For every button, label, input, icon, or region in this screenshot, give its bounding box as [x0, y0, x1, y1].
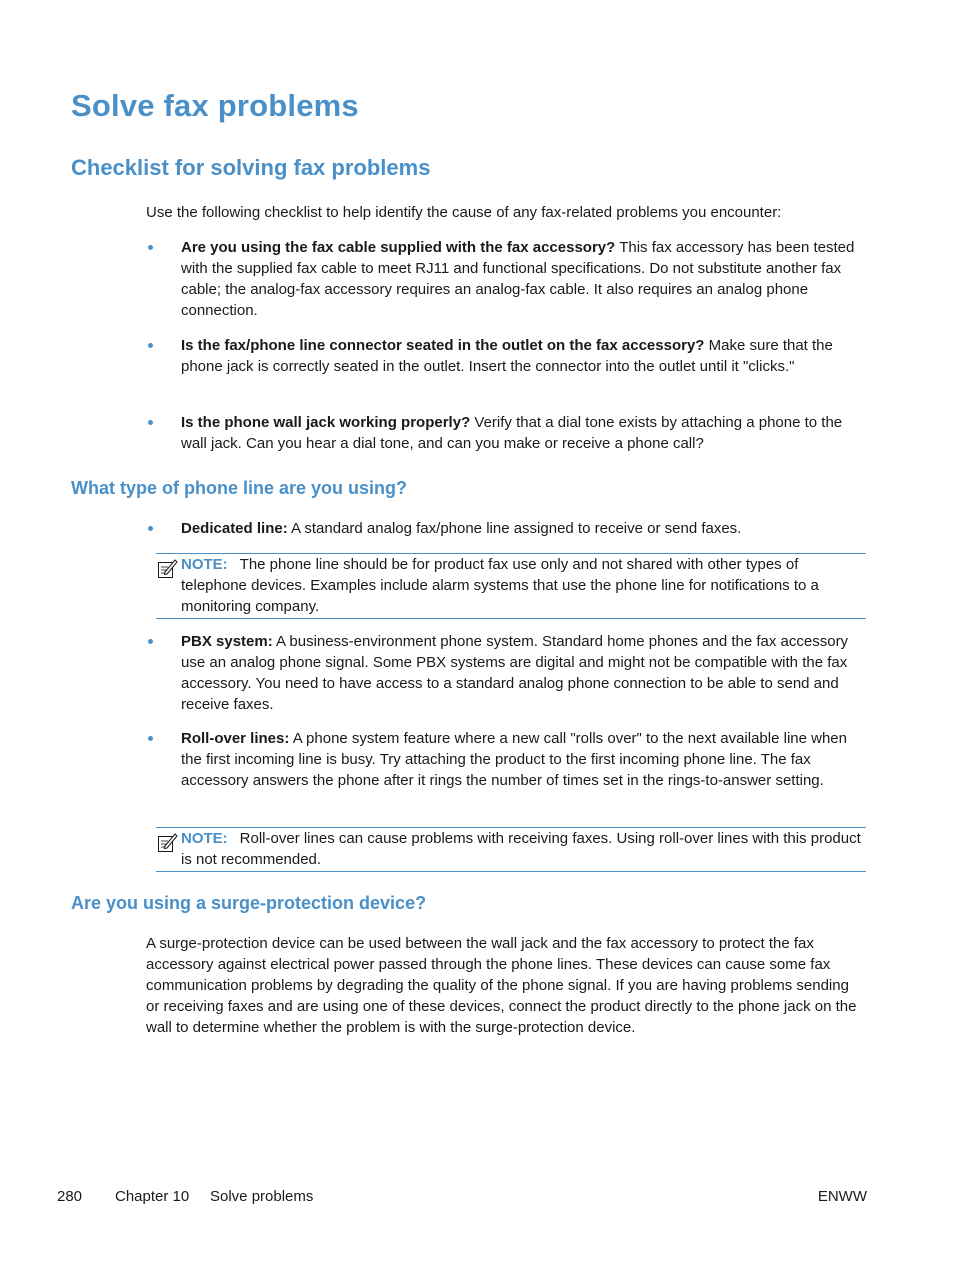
bullet-dot-icon: [148, 526, 153, 531]
list-item: [146, 631, 870, 715]
footer-chapter-title: Solve problems: [210, 1188, 314, 1205]
list-item-lead: Are you using the fax cable supplied with the fax accessory?: [181, 239, 616, 256]
bullet-dot-icon: [148, 420, 153, 425]
page-title: Solve fax problems: [71, 88, 359, 123]
note-label: NOTE:: [181, 556, 228, 573]
bullet-dot-icon: [148, 343, 153, 348]
note-label: NOTE:: [181, 830, 228, 847]
list-item: [146, 412, 870, 454]
intro-paragraph: Use the following checklist to help identify the cause of any fax-related problems you encounter:: [146, 204, 782, 221]
list-item-body: A standard analog fax/phone line assigned to receive or send faxes.: [287, 520, 742, 537]
list-item-body: A business-environment phone system. Standard home phones and the fax accessory use an analog phone signal. Some PBX systems are digital and might not be compatible with the fax accessory. You need to have access to a standard analog phone connection to be able to send and receive faxes.: [181, 633, 849, 713]
list-item: [146, 728, 870, 791]
footer-chapter: Chapter 10: [115, 1188, 190, 1205]
surge-heading: Are you using a surge-protection device?: [71, 893, 427, 913]
bullet-dot-icon: [148, 639, 153, 644]
list-item-lead: Dedicated line:: [181, 520, 288, 537]
list-item-lead: Is the fax/phone line connector seated in the outlet on the fax accessory?: [181, 337, 705, 354]
list-item-body: This fax accessory has been tested with the supplied fax cable to meet RJ11 and functional specifications. Do not substitute another fax cable; the analog-fax accessory requires an analog-fax cable. It also requires an analog phone connection.: [181, 239, 855, 319]
list-item-lead: Roll-over lines:: [181, 730, 290, 747]
list-item-lead: Is the phone wall jack working properly?: [181, 414, 471, 431]
phone-line-heading: What type of phone line are you using?: [71, 478, 408, 498]
note-box: [156, 827, 866, 872]
note-text: The phone line should be for product fax use only and not shared with other types of telephone devices. Examples include alarm systems that use the phone line for notifications to a monitoring company.: [181, 556, 819, 615]
page-number: 280: [57, 1188, 83, 1205]
note-box: [156, 553, 866, 619]
list-item: [146, 518, 870, 539]
list-item-body: A phone system feature where a new call "rolls over" to the next available line when the first incoming line is busy. Try attaching the product to the first incoming phone line. The fax accessory answers the phone after it rings the number of times set in the rings-to-answer setting.: [181, 730, 847, 789]
footer-locale: ENWW: [817, 1188, 867, 1205]
surge-paragraph: A surge-protection device can be used between the wall jack and the fax accessory to protect the fax accessory against electrical power passed through the phone lines. These devices can cause some fax communication problems by degrading the quality of the phone signal. If you are having problems sending or receiving faxes and are using one of these devices, connect the product directly to the phone jack on the wall to determine whether the problem is with the surge-protection device.: [146, 935, 857, 1036]
bullet-dot-icon: [148, 245, 153, 250]
bullet-dot-icon: [148, 736, 153, 741]
note-text: Roll-over lines can cause problems with receiving faxes. Using roll-over lines with this product is not recommended.: [181, 830, 861, 868]
list-item-lead: PBX system:: [181, 633, 273, 650]
note-pencil-icon: [156, 557, 178, 579]
note-pencil-icon: [156, 831, 178, 853]
list-item-body: Make sure that the phone jack is correctly seated in the outlet. Insert the connector into the outlet until it "clicks.": [181, 337, 833, 375]
list-item: [146, 335, 870, 377]
list-item: [146, 237, 870, 321]
section-title: Checklist for solving fax problems: [71, 155, 431, 180]
list-item-body: Verify that a dial tone exists by attaching a phone to the wall jack. Can you hear a dial tone, and can you make or receive a phone call?: [181, 414, 843, 452]
